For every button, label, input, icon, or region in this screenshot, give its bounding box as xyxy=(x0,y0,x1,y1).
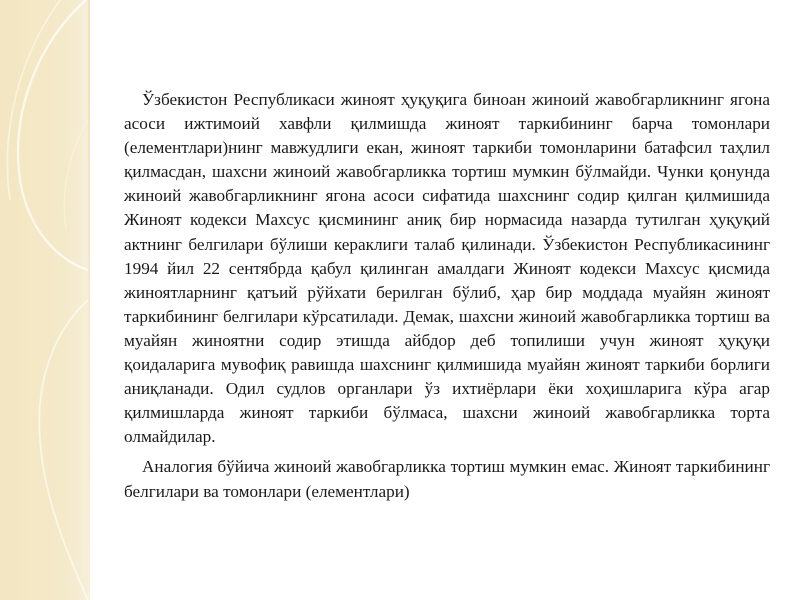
decorative-curve-2 xyxy=(7,0,60,200)
decorative-curve-1 xyxy=(18,0,88,270)
paragraph-2: Аналогия бўйича жиноий жавобгарликка тортиш мумкин емас. Жиноят таркибининг белгилари ва томонлари (елементлари) xyxy=(124,457,770,501)
paragraph-1: Ўзбекистон Республикаси жиноят ҳуқуқига биноан жиноий жавобгарликнинг ягона асоси ижтимоий хавфли қилмишда жиноят таркибининг барча томонлари (елементлари)нинг мавжудлиги екан, жиноят таркиби томонларини батафсил таҳлил қилмасдан, шахсни жиноий жавобгарликка тортиш мумкин бўлмайди. Чунки қонунда жиноий жавобгарликнинг ягона асоси сифатида шахснинг содир қилган қилмишида Жиноят кодекси Махсус қисмининг аниқ бир нормасида назарда тутилган ҳуқуқий актнинг белгилари бўлиши кераклиги талаб қилинади. Ўзбекистон Республикасининг 1994 йил 22 сентябрда қабул қилинган амалдаги Жиноят кодекси Махсус қисмида жиноятларнинг қатъий рўйхати берилган бўлиб, ҳар бир моддада муайян жиноят таркибининг белгилари кўрсатилади. Демак, шахсни жиноий жавобгарликка тортиш ва муайян жиноятни содир этишда айбдор деб топилиши учун жиноят ҳуқуқи қоидаларига мувофиқ равишда шахснинг қилмишида муайян жиноят таркиби борлиги аниқланади. Одил судлов органлари ўз ихтиёрлари ёки хоҳишларига кўра агар қилмишларда жиноят таркиби бўлмаса, шахсни жиноий жавобгарликка торта олмайдилар. xyxy=(124,90,770,447)
decorative-curve-4 xyxy=(64,120,88,230)
decorative-curve-3 xyxy=(39,300,88,600)
body-text xyxy=(124,88,770,510)
